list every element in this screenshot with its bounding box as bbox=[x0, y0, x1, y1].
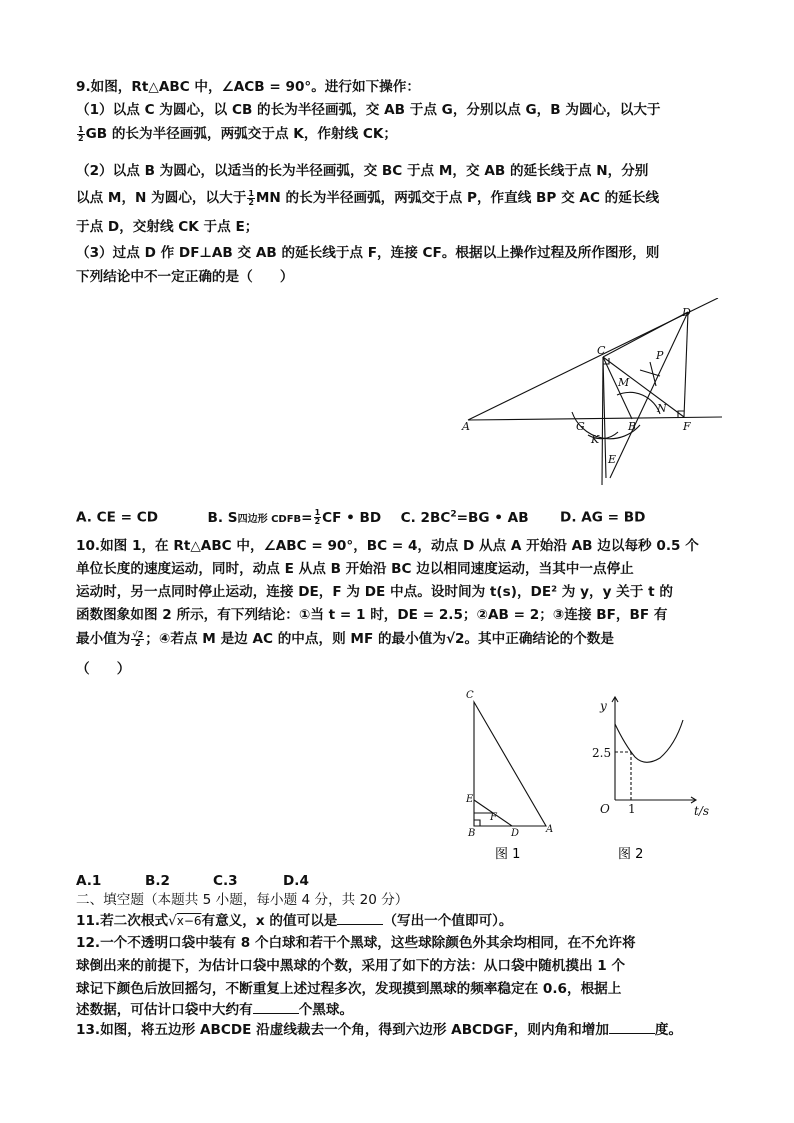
q10-line2: 单位长度的速度运动，同时，动点 E 从点 B 开始沿 BC 边以相同速度运动，当其中一点停止 bbox=[76, 561, 634, 577]
q10-line1: 10.如图 1，在 Rt△ABC 中，∠ABC = 90°，BC = 4，动点 D 从点 A 开始沿 AB 边以每秒 0.5 个 bbox=[76, 538, 699, 554]
q9-step2-a: （2）以点 B 为圆心，以适当的长为半径画弧，交 BC 于点 M，交 AB 的延长线于点 N，分别 bbox=[76, 163, 649, 179]
fig2-y-label: y bbox=[600, 699, 607, 713]
q10-figure-1 bbox=[458, 683, 568, 863]
answer-blank[interactable] bbox=[609, 1021, 655, 1034]
label-N: N bbox=[657, 402, 667, 415]
q9-stem: 9.如图，Rt△ABC 中，∠ACB = 90°。进行如下操作： bbox=[76, 79, 420, 95]
q9-step2-c: 于点 D，交射线 CK 于点 E； bbox=[76, 219, 259, 235]
q10-line5: 最小值为 $\frac{√2}{2}$ ；④若点 M 是边 AC 的中点，则 MF 的最小值为√2。其中正确结论的个数是 bbox=[76, 629, 614, 648]
section-heading: 二、填空题（本题共 5 小题，每小题 4 分，共 20 分） bbox=[76, 892, 409, 908]
option-c: C.3 bbox=[213, 873, 238, 889]
option-d: D.4 bbox=[283, 873, 309, 889]
q9-step3-b: 下列结论中不一定正确的是（ ） bbox=[76, 269, 294, 285]
q12-line3: 球记下颜色后放回摇匀，不断重复上述过程多次，发现摸到黑球的频率稳定在 0.6，根据上 bbox=[76, 981, 622, 997]
fig2-origin: O bbox=[600, 802, 610, 816]
q10-line6: （ ） bbox=[76, 661, 131, 677]
fig1-label-B: B bbox=[468, 828, 476, 839]
label-E: E bbox=[608, 453, 617, 466]
fraction-half: $\frac{1}{2}$ bbox=[248, 188, 254, 207]
fraction-half: $\frac{1}{2}$ bbox=[78, 124, 84, 143]
q9-step2-b: 以点 M，N 为圆心，以大于 $\frac{1}{2}$ MN 的长为半径画弧，两弧交于点 P，作直线 BP 交 AC 的延长线 bbox=[76, 188, 660, 207]
fig2-y-tick: 2.5 bbox=[592, 746, 612, 760]
label-C: C bbox=[597, 344, 606, 357]
answer-blank[interactable] bbox=[253, 1001, 299, 1014]
q10-line4: 函数图象如图 2 所示，有下列结论：①当 t = 1 时，DE = 2.5；②AB = 2；③连接 BF，BF 有 bbox=[76, 607, 668, 623]
option-d: D. AG = BD bbox=[560, 509, 646, 526]
fig1-label-A: A bbox=[546, 824, 554, 835]
q10-options bbox=[76, 872, 309, 890]
q13: 13.如图，将五边形 ABCDE 沿虚线裁去一个角，得到六边形 ABCDGF，则内角和增加 度。 bbox=[76, 1022, 683, 1038]
label-K: K bbox=[591, 433, 600, 446]
q12-line4: 述数据，可估计口袋中大约有 个黑球。 bbox=[76, 1002, 354, 1018]
fig1-label-E: E bbox=[466, 794, 474, 805]
label-M: M bbox=[618, 376, 630, 389]
q9-step3-a: （3）过点 D 作 DF⊥AB 交 AB 的延长线于点 F，连接 CF。根据以上操作过程及所作图形，则 bbox=[76, 245, 660, 261]
q10-figure-2 bbox=[578, 683, 718, 863]
q11: 11.若二次根式√x−6有意义，x 的值可以是 （写出一个值即可）。 bbox=[76, 913, 513, 929]
label-G: G bbox=[576, 420, 585, 433]
fig2-x-label: t/s bbox=[694, 804, 710, 818]
option-b: B. S四边形 CDFB= $\frac{1}{2}$ CF • BD bbox=[207, 508, 382, 527]
label-F: F bbox=[683, 420, 691, 433]
label-P: P bbox=[656, 349, 664, 362]
q9-step1-a: （1）以点 C 为圆心，以 CB 的长为半径画弧，交 AB 于点 G，分别以点 G，B 为圆心，以大于 bbox=[76, 102, 661, 118]
radicand: x−6 bbox=[176, 914, 202, 928]
q9-geometry-figure bbox=[455, 298, 725, 488]
fig1-label-D: D bbox=[511, 828, 520, 839]
fig2-x-tick: 1 bbox=[628, 802, 636, 816]
label-B: B bbox=[628, 420, 637, 433]
answer-blank[interactable] bbox=[337, 912, 383, 925]
fig2-caption: 图 2 bbox=[618, 847, 644, 862]
q10-line3: 运动时，另一点同时停止运动，连接 DE，F 为 DE 中点。设时间为 t(s)，DE² 为 y，y 关于 t 的 bbox=[76, 584, 673, 600]
q12-line1: 12.一个不透明口袋中装有 8 个白球和若干个黑球，这些球除颜色外其余均相同，在不允许将 bbox=[76, 935, 636, 951]
sqrt-sign: √ bbox=[168, 913, 177, 929]
label-D: D bbox=[682, 306, 691, 319]
fig1-caption: 图 1 bbox=[495, 847, 521, 862]
q12-line2: 球倒出来的前提下，为估计口袋中黑球的个数，采用了如下的方法：从口袋中随机摸出 1 个 bbox=[76, 958, 626, 974]
fig1-label-F: F bbox=[490, 812, 497, 823]
option-a: A. CE = CD bbox=[76, 509, 159, 526]
fig1-label-C: C bbox=[466, 690, 474, 701]
option-c: C. $2BC^2=BG$ • AB bbox=[400, 509, 529, 526]
q9-step1-b: $\frac{1}{2}$ GB 的长为半径画弧，两弧交于点 K，作射线 CK； bbox=[78, 124, 398, 143]
option-b: B.2 bbox=[145, 873, 170, 889]
option-a: A.1 bbox=[76, 873, 102, 889]
q9-options bbox=[76, 505, 645, 529]
label-A: A bbox=[462, 420, 470, 433]
